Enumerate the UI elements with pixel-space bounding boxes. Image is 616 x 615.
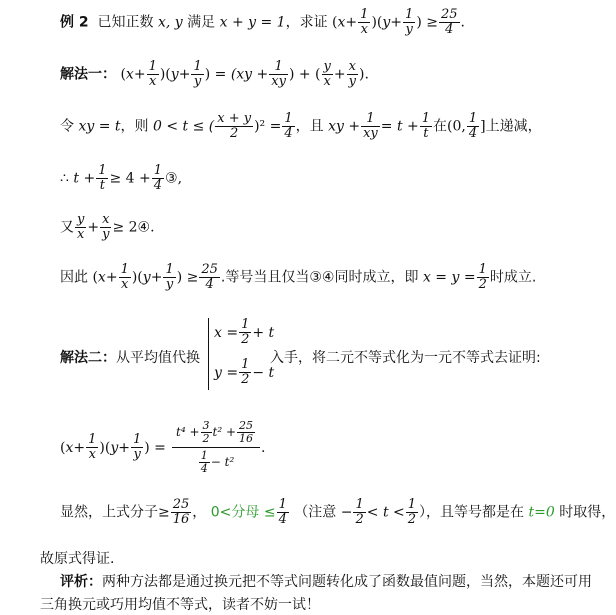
fraction: $\frac{y}{x}$ <box>323 59 331 89</box>
fraction: $\frac{1}{y}$ <box>165 262 174 292</box>
fraction: $\frac{1}{t}$ <box>98 163 107 193</box>
example-statement: 例 2 已知正数 x, y 满足 x + y = 1，求证 (x+ $\frac{1}{x}$ )(y+ $\frac{1}{y}$ ) ≥ $\frac{25}{4}$ . <box>60 7 465 37</box>
system-eq-x: x = $\frac{1}{2}$ + t <box>214 317 275 347</box>
fraction: $\frac{1}{y}$ <box>132 432 142 462</box>
fraction: $\frac{1}{4}$ <box>200 449 208 475</box>
fraction: $\frac{y}{x}$ <box>77 212 85 242</box>
analysis-line1: 评析：两种方法都是通过换元把不等式问题转化成了函数最值问题，当然，本题还可用 <box>60 574 592 590</box>
fraction: $\frac{1}{y}$ <box>405 7 414 37</box>
fraction: $\frac{25}{4}$ <box>440 7 458 37</box>
analysis-label: 评析： <box>60 574 102 590</box>
fraction: $\frac{1}{x}$ <box>120 262 129 292</box>
method1-line5: 因此 (x+ $\frac{1}{x}$ )(y+ $\frac{1}{y}$ ) ≥ $\frac{25}{4}$ .等号当且仅当③④同时成立，即 x = y = $\frac{1}{2}$ 时成立. <box>60 262 537 292</box>
method2-text2: 入手，将二元不等式化为一元不等式去证明: <box>270 350 541 366</box>
fraction: $\frac{x}{y}$ <box>102 212 110 242</box>
fraction: $\frac{1}{4}$ <box>153 163 163 193</box>
example-label: 例 2 <box>60 14 89 31</box>
fraction: $\frac{1}{x}$ <box>360 7 369 37</box>
method1-line3: ∴ t + $\frac{1}{t}$ ≥ 4 + $\frac{1}{4}$ ③, <box>60 163 183 193</box>
fraction: $\frac{1}{2}$ <box>241 357 250 387</box>
method1-label: 解法一： <box>60 66 116 83</box>
analysis-line2: 三角换元或巧用均值不等式，读者不妨一试！ <box>40 597 320 613</box>
fraction: $\frac{1}{4}$ <box>278 497 287 527</box>
method2-intro: 解法二：从平均值代换 <box>60 350 200 366</box>
fraction: $\frac{1}{x}$ <box>148 59 157 89</box>
fraction: $\frac{1}{xy}$ <box>363 111 378 141</box>
fraction: $\frac{1}{4}$ <box>468 111 478 141</box>
fraction: $\frac{1}{t}$ <box>421 111 431 141</box>
fraction: $\frac{1}{y}$ <box>193 59 202 89</box>
method2-expression: (x+ $\frac{1}{x}$ )(y+ $\frac{1}{y}$ ) = t⁴ + $\frac{3}{2}$ t² + $\frac{25}{16}$ $\frac{1}{4}$ − t² . <box>60 419 266 475</box>
fraction: $\frac{25}{16}$ <box>239 419 254 445</box>
fraction: $\frac{25}{4}$ <box>201 262 218 292</box>
fraction: $\frac{1}{2}$ <box>407 497 417 527</box>
method1-line1: 解法一： (x+ $\frac{1}{x}$ )(y+ $\frac{1}{y}$ ) = (xy + $\frac{1}{xy}$ ) + ( $\frac{y}{x}$ + $\frac{x}{y}$ ). <box>60 59 369 89</box>
method2-label: 解法二： <box>60 350 116 366</box>
fraction: $\frac{1}{x}$ <box>88 432 97 462</box>
method1-line2: 令 xy = t，则 0 < t ≤ ( $\frac{x + y}{2}$ )² = $\frac{1}{4}$ ，且 xy + $\frac{1}{xy}$ = t + $\frac{1}{t}$ 在(0, $\frac{1}{4}$ ]上递减， <box>60 111 542 141</box>
fraction: $\frac{x}{y}$ <box>348 59 356 89</box>
fraction: $\frac{1}{2}$ <box>241 317 250 347</box>
conclusion: 故原式得证. <box>40 551 115 567</box>
method1-line4: 又 $\frac{y}{x}$ + $\frac{x}{y}$ ≥ 2④. <box>60 212 155 242</box>
fraction: $\frac{25}{16}$ <box>172 497 190 527</box>
big-fraction: t⁴ + $\frac{3}{2}$ t² + $\frac{25}{16}$ $\frac{1}{4}$ − t² <box>172 420 260 475</box>
system-brace <box>208 318 209 390</box>
fraction: $\frac{1}{2}$ <box>478 262 487 292</box>
fraction: $\frac{1}{2}$ <box>355 497 364 527</box>
fraction: $\frac{1}{4}$ <box>284 111 293 141</box>
method2-obviously: 显然，上式分子≥ $\frac{25}{16}$ ， 0<分母 ≤ $\frac{1}{4}$ （注意 − $\frac{1}{2}$ < t < $\frac{1}{2}$ ），且等号都是在 t=0 时取得， <box>60 497 616 527</box>
system-eq-y: y = $\frac{1}{2}$ − t <box>214 357 275 387</box>
fraction: $\frac{x + y}{2}$ <box>217 111 252 141</box>
fraction: $\frac{1}{xy}$ <box>271 59 286 89</box>
fraction: $\frac{3}{2}$ <box>202 419 210 445</box>
